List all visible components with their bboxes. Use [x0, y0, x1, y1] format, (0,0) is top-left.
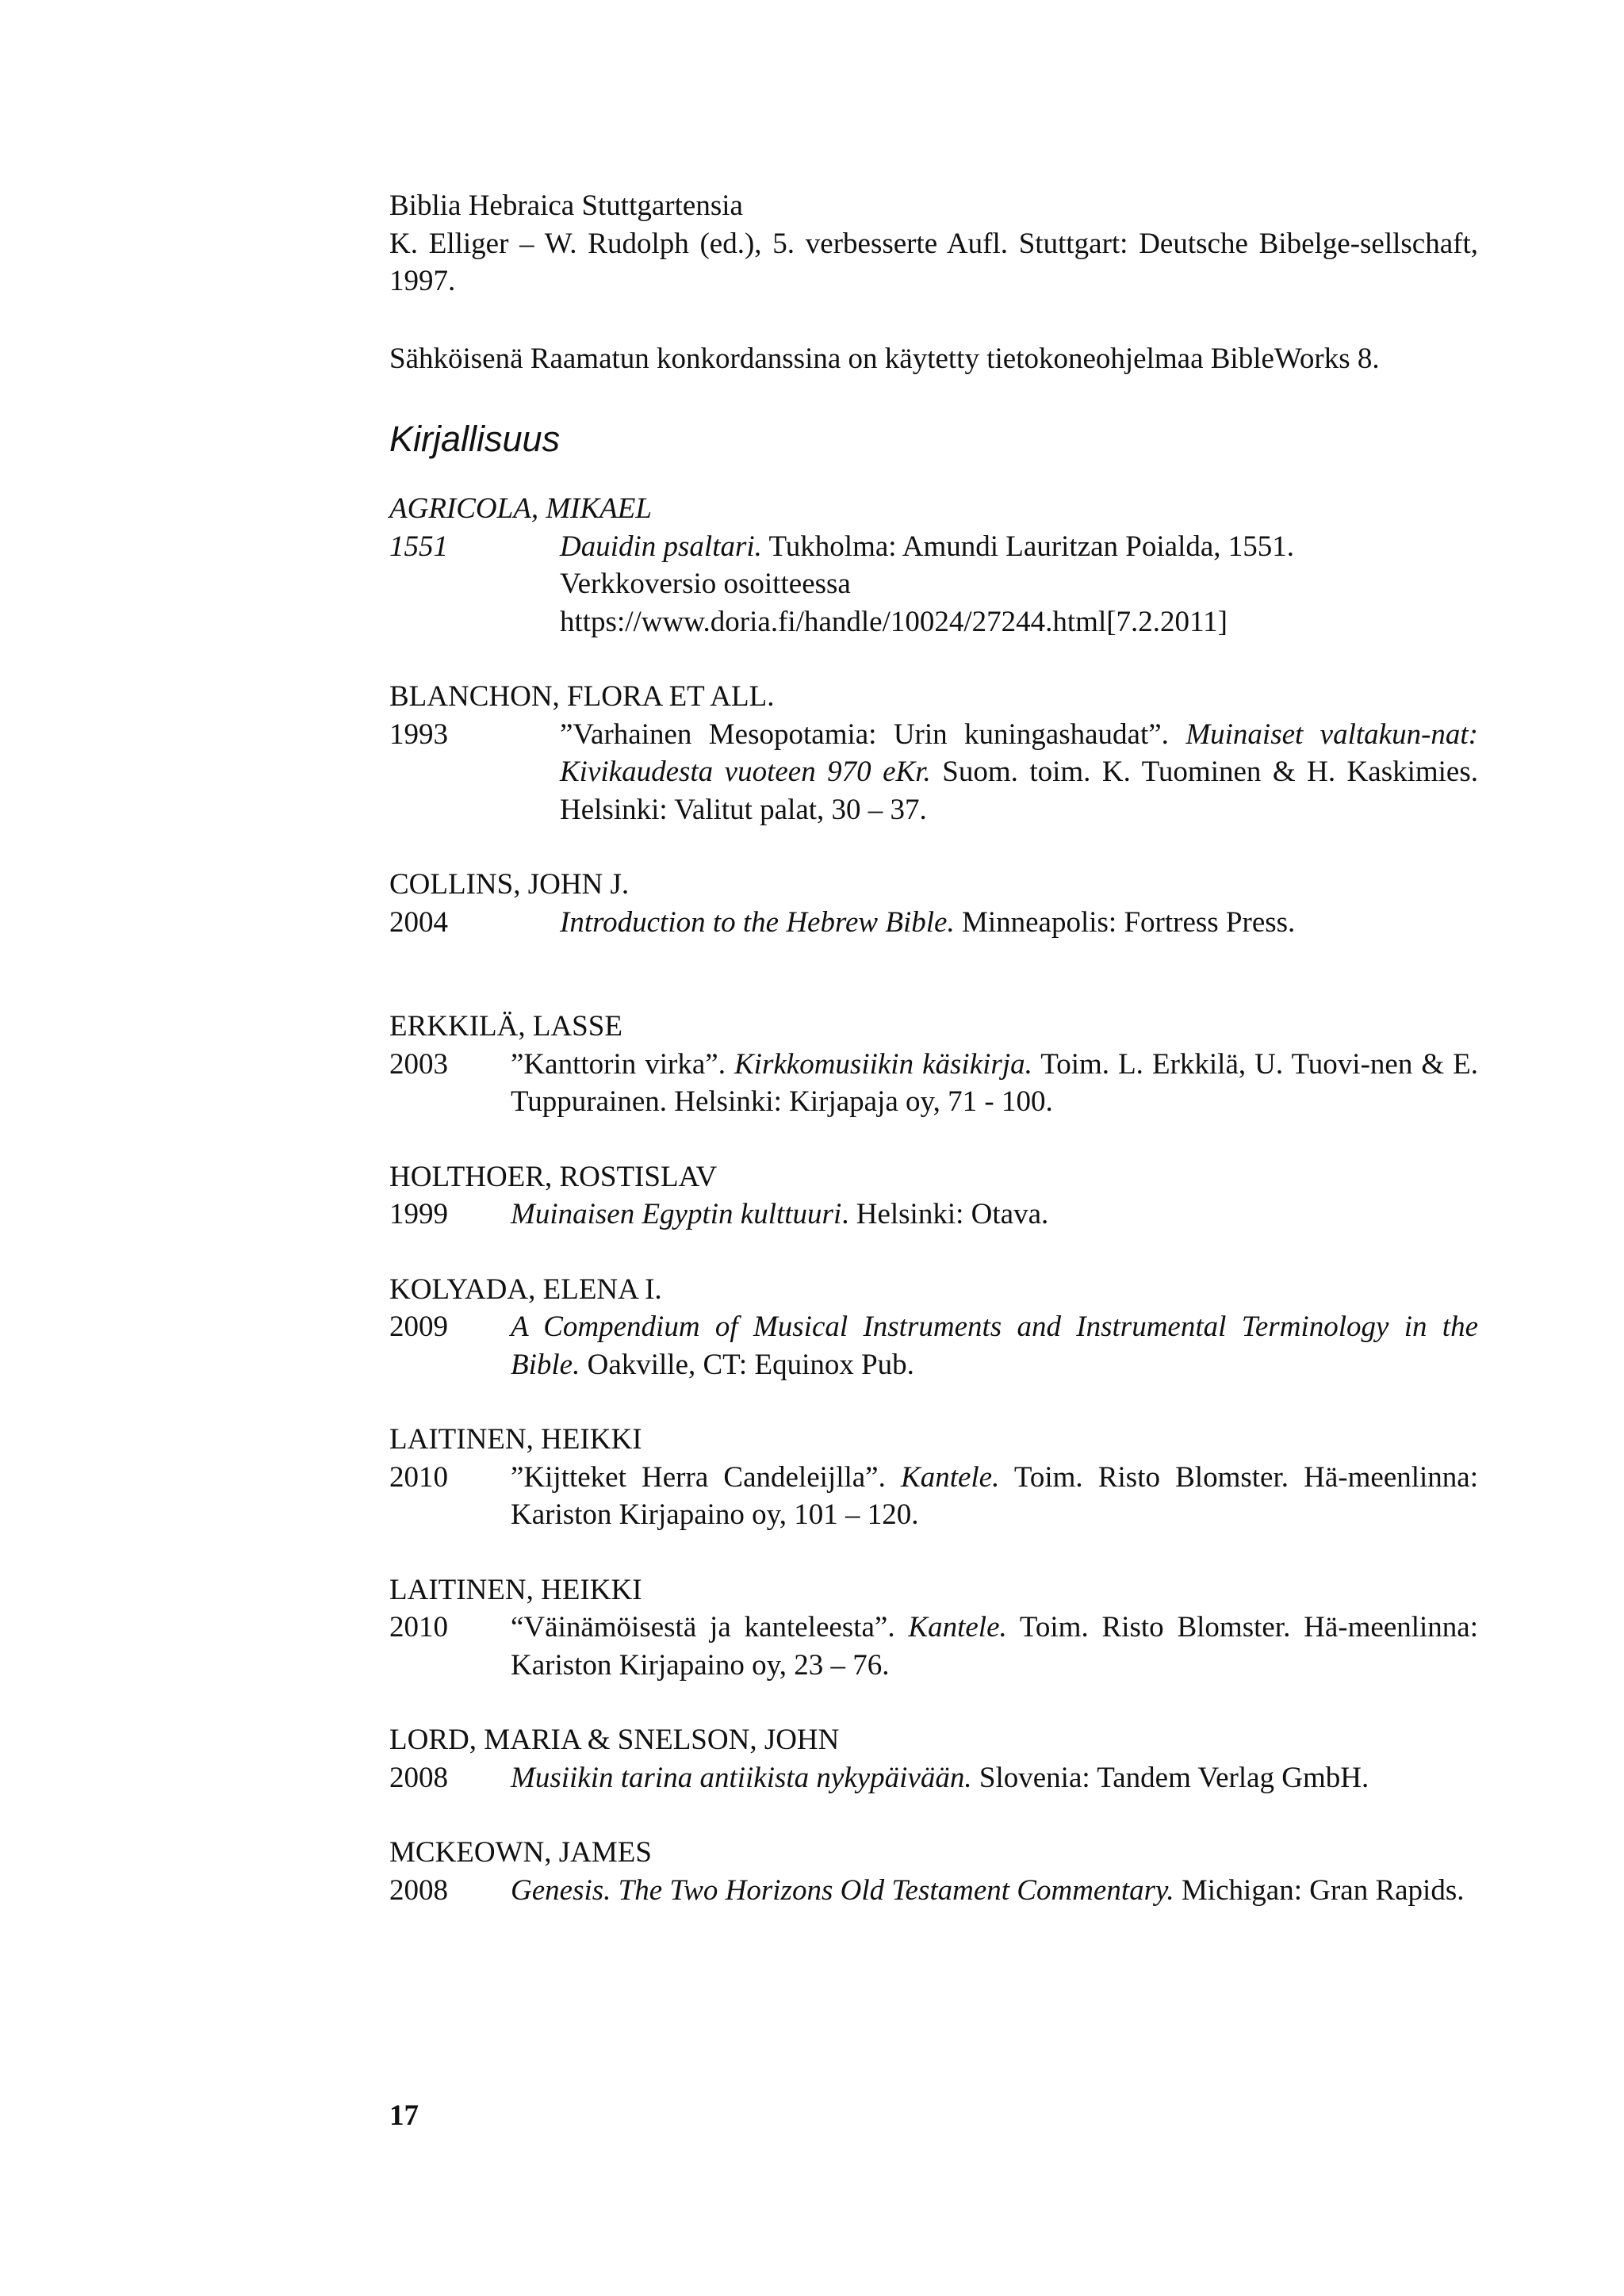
entry-pre: ”Varhainen Mesopotamia: Urin kuningashaudat”. [560, 718, 1186, 751]
entry-text [511, 1459, 1478, 1534]
bibliography-entry [389, 678, 1478, 828]
entry-rest: Tukholma: Amundi Lauritzan Poialda, 1551. [761, 530, 1295, 563]
entry-title: Muinaisen Egyptin kulttuuri [511, 1198, 842, 1230]
source-title: Biblia Hebraica Stuttgartensia [389, 189, 743, 222]
entry-year: 1551 [389, 530, 448, 563]
entry-rest: Slovenia: Tandem Verlag GmbH. [971, 1761, 1369, 1794]
entry-year: 1999 [389, 1198, 448, 1230]
entry-text [560, 716, 1478, 829]
entry-author: MCKEOWN, JAMES [389, 1836, 652, 1869]
software-note: Sähköisenä Raamatun konkordanssina on käytetty tietokoneohjelmaa BibleWorks 8. [389, 342, 1380, 375]
entry-text [511, 1196, 1478, 1234]
entry-author: HOLTHOER, ROSTISLAV [389, 1160, 718, 1193]
entry-title: Muinaiset valtakun-nat: Kivikaudesta vuoteen 970 eKr. [560, 718, 1478, 788]
entry-note: Verkkoversio osoitteessa [560, 568, 851, 600]
entry-year: 2010 [389, 1460, 448, 1494]
entry-author: KOLYADA, ELENA I. [389, 1272, 662, 1306]
entry-text [511, 1609, 1478, 1684]
entry-pre: ”Kanttorin virka”. [511, 1047, 734, 1081]
bibliography-entry [389, 490, 1478, 641]
entry-title: Genesis. The Two Horizons Old Testament Commentary. [511, 1873, 1174, 1907]
entry-text [560, 528, 1478, 641]
bibliography-entry [389, 1721, 1478, 1797]
sources-block [389, 187, 1478, 377]
entry-author: ERKKILÄ, LASSE [389, 1010, 622, 1043]
document-page [389, 187, 1478, 1946]
bibliography-entry [389, 1158, 1478, 1234]
entry-year: 2008 [389, 1873, 448, 1907]
bibliography-entry [389, 1271, 1478, 1384]
entry-rest: Toim. Risto Blomster. Hä-meenlinna: Kariston Kirjapaino oy, 23 – 76. [511, 1611, 1478, 1682]
entry-title: Dauidin psaltari. [560, 530, 762, 563]
entry-url: https://www.doria.fi/handle/10024/27244.html[7.2.2011] [560, 605, 1228, 638]
entry-author: LORD, MARIA & SNELSON, JOHN [389, 1724, 840, 1756]
entry-year: 2008 [389, 1761, 448, 1794]
entry-title: Musiikin tarina antiikista nykypäivään. [511, 1761, 972, 1794]
section-heading: Kirjallisuus [389, 419, 561, 459]
entry-author: LAITINEN, HEIKKI [389, 1573, 642, 1606]
bibliography-entry [389, 866, 1478, 941]
entry-title: Kantele. [901, 1460, 1000, 1494]
entry-rest: . Helsinki: Otava. [841, 1198, 1049, 1230]
entry-year: 2009 [389, 1311, 448, 1343]
entry-author: LAITINEN, HEIKKI [389, 1423, 642, 1456]
entry-text [511, 1308, 1478, 1383]
entry-year: 2010 [389, 1611, 448, 1644]
source-details: K. Elliger – W. Rudolph (ed.), 5. verbesserte Aufl. Stuttgart: Deutsche Bibelge-sellschaft, 1997. [389, 227, 1478, 297]
entry-title: Kirkkomusiikin käsikirja. [734, 1047, 1032, 1081]
entry-text [560, 904, 1478, 942]
entry-year: 1993 [389, 718, 448, 751]
entry-year: 2004 [389, 905, 448, 939]
entry-title: Introduction to the Hebrew Bible. [560, 905, 955, 939]
entry-title: Kantele. [908, 1611, 1007, 1644]
entry-rest: Toim. Risto Blomster. Hä-meenlinna: Kariston Kirjapaino oy, 101 – 120. [511, 1460, 1478, 1531]
entry-pre: ”Kijtteket Herra Candeleijlla”. [511, 1460, 902, 1494]
entry-year: 2003 [389, 1047, 448, 1081]
bibliography-entry [389, 1571, 1478, 1685]
bibliography-entry [389, 1008, 1478, 1121]
entry-rest: Toim. L. Erkkilä, U. Tuovi-nen & E. Tuppurainen. Helsinki: Kirjapaja oy, 71 - 100. [511, 1047, 1479, 1118]
entry-author: AGRICOLA, MIKAEL [389, 492, 652, 525]
entry-text [511, 1046, 1478, 1121]
page-number: 17 [389, 2099, 419, 2132]
entry-rest: Suom. toim. K. Tuominen & H. Kaskimies. Helsinki: Valitut palat, 30 – 37. [560, 756, 1479, 826]
entry-rest: Minneapolis: Fortress Press. [954, 905, 1296, 939]
entry-text [511, 1759, 1478, 1797]
entry-author: BLANCHON, FLORA ET ALL. [389, 680, 775, 713]
entry-author: COLLINS, JOHN J. [389, 868, 630, 901]
entry-rest: Michigan: Gran Rapids. [1174, 1873, 1465, 1907]
bibliography-entry [389, 1834, 1478, 1909]
bibliography-entry [389, 1421, 1478, 1534]
entry-pre: “Väinämöisestä ja kanteleesta”. [511, 1611, 909, 1644]
entry-title: A Compendium of Musical Instruments and Instrumental Terminology in the Bible. [511, 1311, 1478, 1381]
entry-rest: Oakville, CT: Equinox Pub. [580, 1348, 914, 1381]
entry-text [511, 1872, 1478, 1910]
